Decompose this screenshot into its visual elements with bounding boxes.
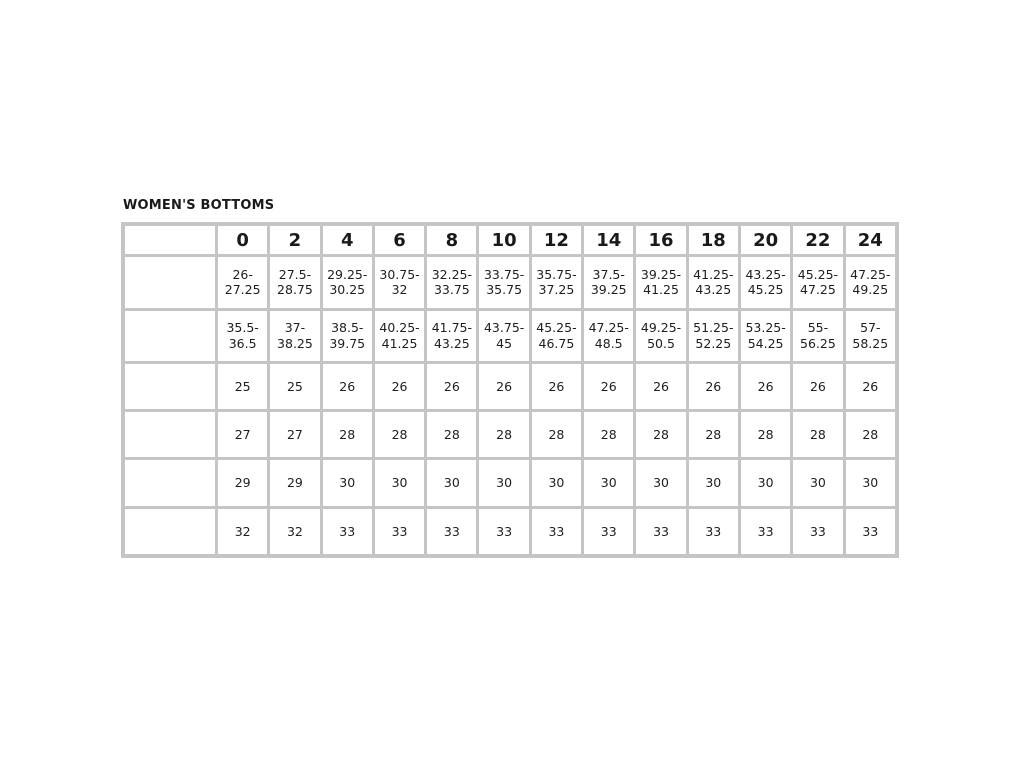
measurement-cell: 33 <box>689 509 738 554</box>
measurement-cell: 47.25- 48.5 <box>584 311 633 362</box>
measurement-cell: 37- 38.25 <box>270 311 319 362</box>
measurement-row-header <box>125 509 215 554</box>
measurement-cell: 26 <box>689 364 738 409</box>
measurement-cell: 51.25- 52.25 <box>689 311 738 362</box>
measurement-row-header <box>125 364 215 409</box>
measurement-cell: 29 <box>270 460 319 505</box>
measurement-row-header <box>125 257 215 308</box>
measurement-cell: 33 <box>584 509 633 554</box>
measurement-cell: 33 <box>636 509 685 554</box>
measurement-cell: 28 <box>741 412 790 457</box>
measurement-cell: 49.25- 50.5 <box>636 311 685 362</box>
size-column-header: 20 <box>741 226 790 254</box>
measurement-row-header <box>125 412 215 457</box>
measurement-cell: 30 <box>793 460 842 505</box>
measurement-cell: 30 <box>427 460 476 505</box>
size-column-header: 0 <box>218 226 267 254</box>
measurement-cell: 35.5- 36.5 <box>218 311 267 362</box>
size-chart-body <box>125 257 895 554</box>
measurement-cell: 26 <box>375 364 424 409</box>
measurement-sublabel: (SHORT) <box>148 439 192 449</box>
size-row-sublabel: (U.S.) <box>155 245 185 254</box>
size-column-header: 4 <box>323 226 372 254</box>
measurement-cell: 30 <box>375 460 424 505</box>
measurement-cell: 30 <box>532 460 581 505</box>
measurement-row-header <box>125 460 215 505</box>
measurement-cell: 33.75- 35.75 <box>479 257 528 308</box>
measurement-cell: 33 <box>375 509 424 554</box>
measurement-cell: 43.75- 45 <box>479 311 528 362</box>
measurement-cell: 26 <box>532 364 581 409</box>
size-column-header: 18 <box>689 226 738 254</box>
size-chart-table <box>122 223 898 557</box>
measurement-cell: 53.25- 54.25 <box>741 311 790 362</box>
measurement-cell: 27 <box>218 412 267 457</box>
measurement-sublabel: (TALL) <box>153 536 187 546</box>
measurement-cell: 28 <box>323 412 372 457</box>
size-row-label: SIZE <box>148 226 192 244</box>
measurement-cell: 26 <box>636 364 685 409</box>
measurement-cell: 39.25- 41.25 <box>636 257 685 308</box>
measurement-cell: 26- 27.25 <box>218 257 267 308</box>
measurement-cell: 55- 56.25 <box>793 311 842 362</box>
measurement-cell: 57- 58.25 <box>846 311 895 362</box>
measurement-cell: 30 <box>584 460 633 505</box>
measurement-cell: 28 <box>375 412 424 457</box>
measurement-cell: 43.25- 45.25 <box>741 257 790 308</box>
measurement-cell: 27.5- 28.75 <box>270 257 319 308</box>
size-column-header: 6 <box>375 226 424 254</box>
measurement-cell: 38.5- 39.75 <box>323 311 372 362</box>
measurement-cell: 30 <box>323 460 372 505</box>
measurement-cell: 29.25- 30.25 <box>323 257 372 308</box>
measurement-cell: 28 <box>584 412 633 457</box>
measurement-cell: 26 <box>584 364 633 409</box>
measurement-cell: 30 <box>689 460 738 505</box>
measurement-cell: 26 <box>479 364 528 409</box>
measurement-sublabel: (EXTRA SHORT) <box>131 391 209 401</box>
measurement-cell: 32 <box>218 509 267 554</box>
measurement-cell: 37.5- 39.25 <box>584 257 633 308</box>
measurement-cell: 30 <box>741 460 790 505</box>
measurement-cell: 32.25- 33.75 <box>427 257 476 308</box>
measurement-cell: 33 <box>532 509 581 554</box>
measurement-cell: 33 <box>323 509 372 554</box>
measurement-cell: 27 <box>270 412 319 457</box>
measurement-cell: 30.75- 32 <box>375 257 424 308</box>
measurement-cell: 30 <box>479 460 528 505</box>
table-row <box>125 257 895 308</box>
page-title: WOMEN'S BOTTOMS <box>123 198 275 213</box>
measurement-cell: 28 <box>689 412 738 457</box>
size-column-header: 24 <box>846 226 895 254</box>
measurement-cell: 32 <box>270 509 319 554</box>
measurement-label: INSEAM <box>131 467 209 488</box>
measurement-cell: 35.75- 37.25 <box>532 257 581 308</box>
measurement-cell: 47.25- 49.25 <box>846 257 895 308</box>
measurement-cell: 28 <box>532 412 581 457</box>
measurement-cell: 41.25- 43.25 <box>689 257 738 308</box>
measurement-cell: 33 <box>793 509 842 554</box>
measurement-cell: 28 <box>479 412 528 457</box>
measurement-cell: 25 <box>270 364 319 409</box>
table-row <box>125 311 895 362</box>
size-column-header: 10 <box>479 226 528 254</box>
size-column-header: 16 <box>636 226 685 254</box>
measurement-cell: 26 <box>793 364 842 409</box>
size-chart-frame <box>121 222 899 558</box>
size-header-row <box>125 226 895 254</box>
measurement-cell: 28 <box>846 412 895 457</box>
measurement-cell: 28 <box>793 412 842 457</box>
measurement-cell: 28 <box>636 412 685 457</box>
measurement-cell: 30 <box>636 460 685 505</box>
measurement-label: INSEAM <box>131 370 209 391</box>
measurement-label: HIP <box>153 325 187 346</box>
size-column-header: 2 <box>270 226 319 254</box>
measurement-cell: 26 <box>741 364 790 409</box>
table-row <box>125 412 895 457</box>
measurement-label: INSEAM <box>131 515 209 536</box>
size-column-header: 14 <box>584 226 633 254</box>
size-column-header: 8 <box>427 226 476 254</box>
measurement-cell: 33 <box>427 509 476 554</box>
measurement-cell: 26 <box>846 364 895 409</box>
table-row <box>125 460 895 505</box>
measurement-cell: 45.25- 46.75 <box>532 311 581 362</box>
measurement-label: WAIST <box>138 271 202 292</box>
measurement-cell: 28 <box>427 412 476 457</box>
measurement-cell: 41.75- 43.25 <box>427 311 476 362</box>
measurement-cell: 40.25- 41.25 <box>375 311 424 362</box>
measurement-sublabel: (REGULAR) <box>142 488 198 498</box>
size-column-header: 22 <box>793 226 842 254</box>
measurement-row-header <box>125 311 215 362</box>
measurement-label: INSEAM <box>131 418 209 439</box>
measurement-cell: 33 <box>479 509 528 554</box>
measurement-cell: 25 <box>218 364 267 409</box>
size-row-header <box>125 226 215 254</box>
measurement-cell: 45.25- 47.25 <box>793 257 842 308</box>
measurement-cell: 33 <box>846 509 895 554</box>
measurement-cell: 33 <box>741 509 790 554</box>
size-column-header: 12 <box>532 226 581 254</box>
table-row <box>125 364 895 409</box>
measurement-cell: 30 <box>846 460 895 505</box>
measurement-cell: 29 <box>218 460 267 505</box>
measurement-cell: 26 <box>323 364 372 409</box>
table-row <box>125 509 895 554</box>
measurement-cell: 26 <box>427 364 476 409</box>
